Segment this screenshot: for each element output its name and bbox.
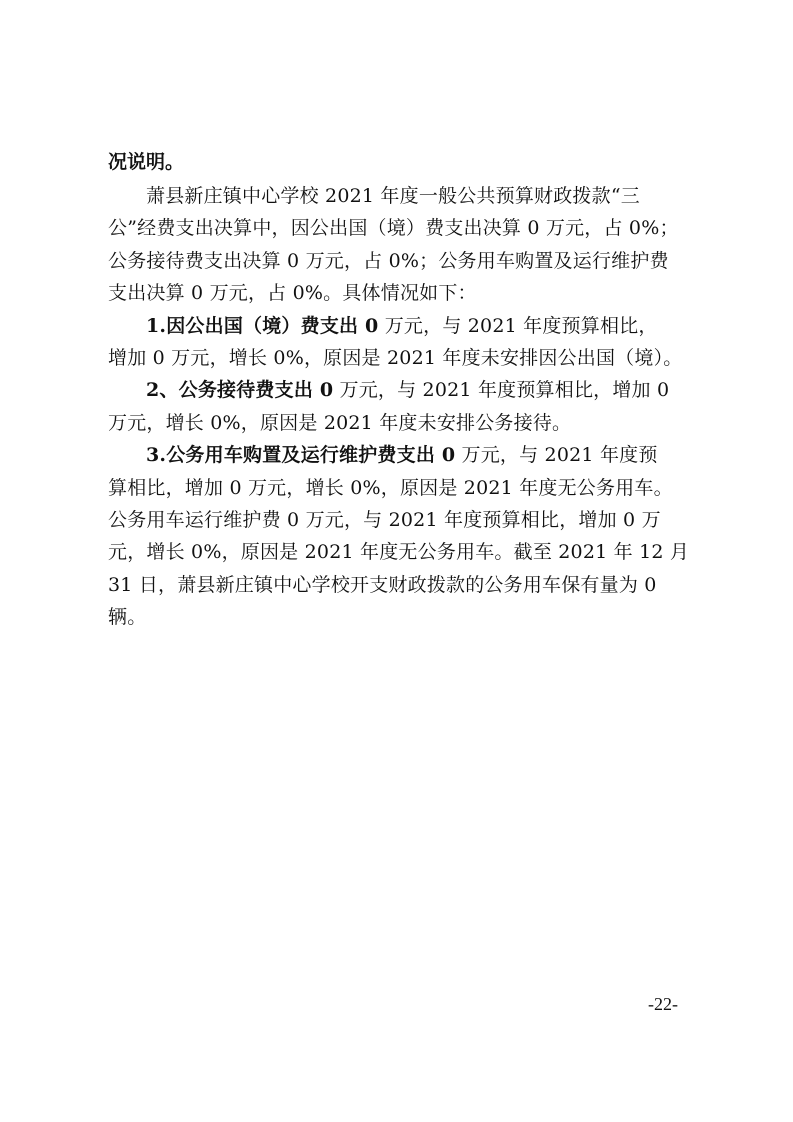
item-text: 万元，与 2021 年度预算相比， [378, 314, 658, 337]
item-text: 万元，与 2021 年度预 [455, 444, 658, 467]
item-title: 2、公务接待费支出 0 [146, 379, 334, 402]
paragraph-line: 公务用车运行维护费 0 万元，与 2021 年度预算相比，增加 0 万 [108, 508, 661, 531]
item-text: 万元，与 2021 年度预算相比，增加 0 [333, 379, 670, 402]
paragraph-line: 萧县新庄镇中心学校 2021 年度一般公共预算财政拨款“三 [146, 185, 640, 207]
page-number: -22- [648, 994, 678, 1014]
item-overseas-travel [108, 310, 694, 375]
item-official-reception [108, 374, 694, 439]
section-heading-continued: 况说明。 [108, 151, 185, 173]
paragraph-line [108, 439, 694, 471]
paragraph-line: 万元，增长 0%，原因是 2021 年度未安排公务接待。 [108, 411, 572, 434]
item-title: 1.因公出国（境）费支出 0 [146, 314, 379, 337]
paragraph-line: 公务接待费支出决算 0 万元，占 0%；公务用车购置及运行维护费 [108, 249, 669, 272]
paragraph-line: 算相比，增加 0 万元，增长 0%，原因是 2021 年度无公务用车。 [108, 476, 673, 499]
document-body [108, 146, 694, 633]
paragraph-line [108, 374, 694, 406]
paragraph-line [108, 310, 694, 342]
paragraph-summary [108, 180, 694, 310]
paragraph-line: 31 日，萧县新庄镇中心学校开支财政拨款的公务用车保有量为 0 [108, 573, 657, 596]
item-official-vehicles [108, 439, 694, 633]
paragraph-line: 元，增长 0%，原因是 2021 年度无公务用车。截至 2021 年 12 月 [108, 541, 690, 564]
paragraph-line: 公”经费支出决算中，因公出国（境）费支出决算 0 万元，占 0%； [108, 217, 679, 240]
paragraph-line: 辆。 [108, 606, 147, 629]
paragraph-line: 支出决算 0 万元，占 0%。具体情况如下： [108, 282, 477, 305]
paragraph-line: 增加 0 万元，增长 0%，原因是 2021 年度未安排因公出国（境）。 [108, 346, 683, 369]
item-title: 3.公务用车购置及运行维护费支出 0 [146, 444, 456, 467]
